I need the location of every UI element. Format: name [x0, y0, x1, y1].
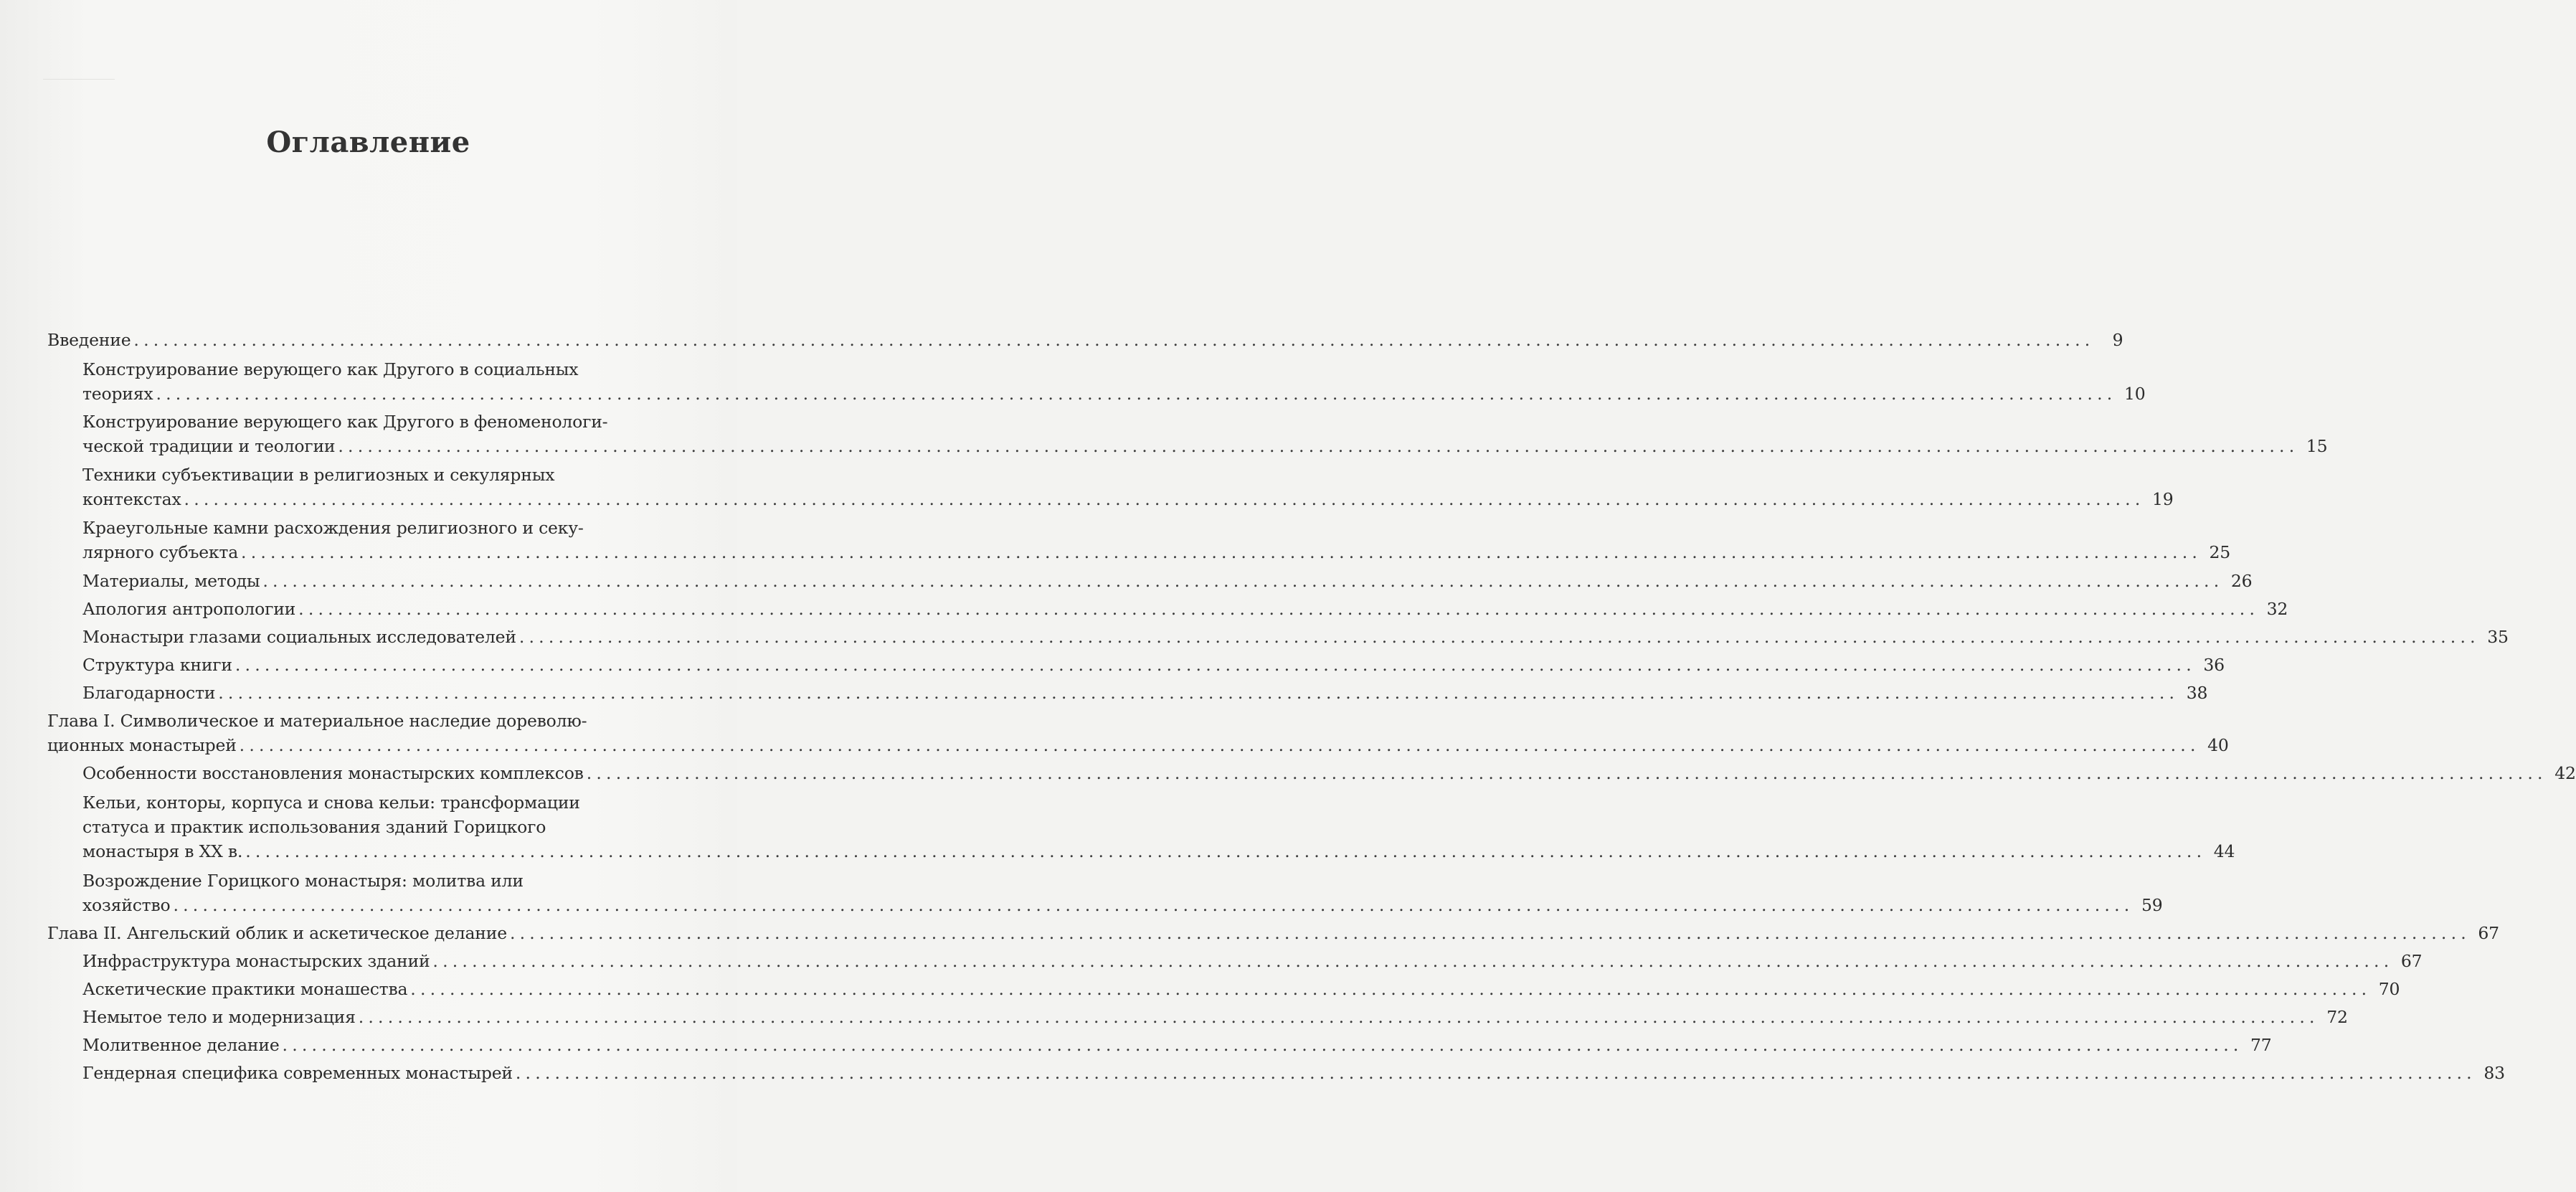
toc-entry[interactable] — [47, 921, 2499, 945]
toc-entry[interactable] — [47, 1033, 2272, 1057]
dot-leader: ........................................................................................................................................................................................................ — [156, 384, 2117, 404]
toc-entry[interactable] — [47, 977, 2400, 1001]
toc-page-number: 26 — [2230, 571, 2253, 591]
toc-entry-title-line: лярного субъекта — [82, 542, 239, 562]
toc-page-number: 42 — [2554, 763, 2576, 783]
toc-page-number: 35 — [2487, 627, 2509, 647]
toc-entry-title-line: контекстах — [82, 489, 181, 509]
toc-entry-title — [47, 709, 2200, 757]
toc-entry-title-line: Конструирование верующего как Другого в феноменологи- — [82, 412, 608, 432]
toc-entry-title — [82, 790, 2206, 864]
toc-entry-title-line: ционных монастырей — [47, 735, 237, 755]
toc-page-number: 9 — [2112, 330, 2123, 350]
toc-page-number: 10 — [2123, 384, 2146, 404]
toc-entry-title — [82, 977, 2371, 1001]
toc-entry-title-line: Конструирование верующего как Другого в социальных — [82, 359, 579, 379]
toc-entry-title — [82, 869, 2134, 917]
toc-entry[interactable] — [47, 709, 2229, 757]
toc-entry[interactable] — [47, 681, 2208, 705]
dot-leader: ........................................................................................................................................................................................................ — [515, 1063, 2476, 1083]
toc-entry[interactable] — [47, 653, 2225, 677]
toc-entry-title-line: Монастыри глазами социальных исследователей — [82, 627, 516, 647]
dot-leader: ........................................................................................................................................................................................................ — [235, 655, 2196, 675]
toc-entry-title — [82, 625, 2480, 649]
toc-entry[interactable] — [47, 516, 2231, 564]
toc-entry-title — [82, 949, 2393, 973]
toc-entry-title-line: монастыря в XX в. — [82, 841, 243, 861]
dot-leader: ........................................................................................................................................................................................................ — [586, 763, 2547, 783]
toc-page-number: 67 — [2400, 951, 2423, 971]
dot-leader: ........................................................................................................................................................................................................ — [218, 683, 2179, 703]
toc-entry-title-line: Инфраструктура монастырских зданий — [82, 951, 430, 971]
toc-entry-title-line: Материалы, методы — [82, 571, 260, 591]
toc-entry[interactable] — [47, 597, 2288, 621]
toc-page-number: 77 — [2250, 1035, 2272, 1055]
dot-leader: ........................................................................................................................................................................................................ — [173, 895, 2134, 915]
toc-page-number: 67 — [2478, 923, 2499, 943]
toc-entry-title-line: Краеугольные камни расхождения религиозного и секу- — [82, 518, 584, 538]
toc-page-number: 25 — [2209, 542, 2231, 562]
dot-leader: ........................................................................................................................................................................................................ — [239, 735, 2200, 755]
dot-leader: ........................................................................................................................................................................................................ — [358, 1007, 2319, 1027]
toc-entry-title — [82, 463, 2145, 511]
toc-entry[interactable] — [47, 463, 2174, 511]
dot-leader: ........................................................................................................................................................................................................ — [298, 599, 2260, 619]
toc-entry-title — [82, 410, 2298, 458]
toc-entry[interactable] — [47, 761, 2576, 785]
dot-leader: ........................................................................................................................................................................................................ — [410, 979, 2372, 999]
toc-entry-title — [82, 681, 2179, 705]
toc-entry-title — [82, 516, 2202, 564]
dot-leader: ........................................................................................................................................................................................................ — [432, 951, 2394, 971]
toc-entry-title — [82, 1033, 2243, 1057]
toc-entry[interactable] — [47, 569, 2253, 593]
toc-entry[interactable] — [47, 869, 2163, 917]
toc-entry-title-line: Глава II. Ангельский облик и аскетическое делание — [47, 923, 507, 943]
toc-entry-title-line: Кельи, конторы, корпуса и снова кельи: трансформации — [82, 793, 580, 813]
dot-leader: ........................................................................................................................................................................................................ — [338, 436, 2299, 456]
dot-leader: ........................................................................................................................................................................................................ — [518, 627, 2480, 647]
dot-leader: ........................................................................................................................................................................................................ — [509, 923, 2471, 943]
toc-page-number: 44 — [2213, 841, 2235, 861]
toc-entry-title — [82, 357, 2116, 406]
toc-entry[interactable] — [47, 1005, 2348, 1029]
dot-leader: ........................................................................................................................................................................................................ — [184, 489, 2145, 509]
toc-entry-title-line: теориях — [82, 384, 153, 404]
toc-entry[interactable] — [47, 1061, 2505, 1085]
table-of-contents — [47, 324, 2576, 1085]
toc-entry-title-line: статуса и практик использования зданий Горицкого — [82, 817, 546, 837]
toc-entry-title — [82, 1061, 2476, 1085]
toc-page-number: 40 — [2207, 735, 2229, 755]
toc-entry-title-line: Аскетические практики монашества — [82, 979, 408, 999]
toc-page-number: 70 — [2378, 979, 2400, 999]
dot-leader: ........................................................................................................................................................................................................ — [245, 841, 2207, 861]
toc-entry-title-line: Особенности восстановления монастырских комплексов — [82, 763, 584, 783]
toc-entry-title-line: Немытое тело и модернизация — [82, 1007, 356, 1027]
toc-page-number: 15 — [2306, 436, 2328, 456]
toc-page-number: 38 — [2186, 683, 2208, 703]
toc-entry-title-line: Молитвенное делание — [82, 1035, 280, 1055]
toc-entry[interactable] — [47, 410, 2328, 458]
toc-entry-title — [82, 761, 2547, 785]
toc-entry-title-line: Техники субъективации в религиозных и секулярных — [82, 465, 555, 485]
dot-leader: ........................................................................................................................................................................................................ — [241, 542, 2202, 562]
toc-entry-title-line: Благодарности — [82, 683, 216, 703]
toc-entry[interactable] — [47, 328, 2123, 352]
dot-leader: ........................................................................................................................................................................................................ — [262, 571, 2224, 591]
toc-entry-title-line: хозяйство — [82, 895, 171, 915]
toc-page-number: 19 — [2152, 489, 2174, 509]
toc-entry-title — [82, 1005, 2319, 1029]
toc-page-number: 59 — [2141, 895, 2163, 915]
toc-entry[interactable] — [47, 790, 2235, 864]
toc-entry-title-line: ческой традиции и теологии — [82, 436, 336, 456]
toc-entry[interactable] — [47, 625, 2509, 649]
toc-page-number: 72 — [2326, 1007, 2348, 1027]
toc-entry-title — [82, 653, 2196, 677]
toc-entry-title-line: Введение — [47, 330, 131, 350]
toc-entry-title-line: Гендерная специфика современных монастырей — [82, 1063, 513, 1083]
toc-page-number: 83 — [2483, 1063, 2505, 1083]
toc-entry-title-line: Возрождение Горицкого монастыря: молитва или — [82, 871, 524, 891]
page-title: Оглавление — [266, 125, 470, 159]
dot-leader: ........................................................................................................................................................................................................ — [133, 330, 2095, 350]
toc-entry-title — [82, 597, 2259, 621]
toc-entry-title — [47, 921, 2471, 945]
toc-entry-title-line: Структура книги — [82, 655, 232, 675]
bleed-through-rule — [43, 79, 115, 80]
dot-leader: ........................................................................................................................................................................................................ — [282, 1035, 2243, 1055]
toc-entry-title-line: Глава I. Символическое и материальное наследие дореволю- — [47, 711, 587, 731]
toc-page-number: 32 — [2266, 599, 2288, 619]
toc-page-number: 36 — [2203, 655, 2225, 675]
toc-entry-title — [47, 328, 2094, 352]
toc-entry-title-line: Апология антропологии — [82, 599, 296, 619]
toc-entry[interactable] — [47, 357, 2146, 406]
toc-entry-title — [82, 569, 2223, 593]
toc-entry[interactable] — [47, 949, 2423, 973]
